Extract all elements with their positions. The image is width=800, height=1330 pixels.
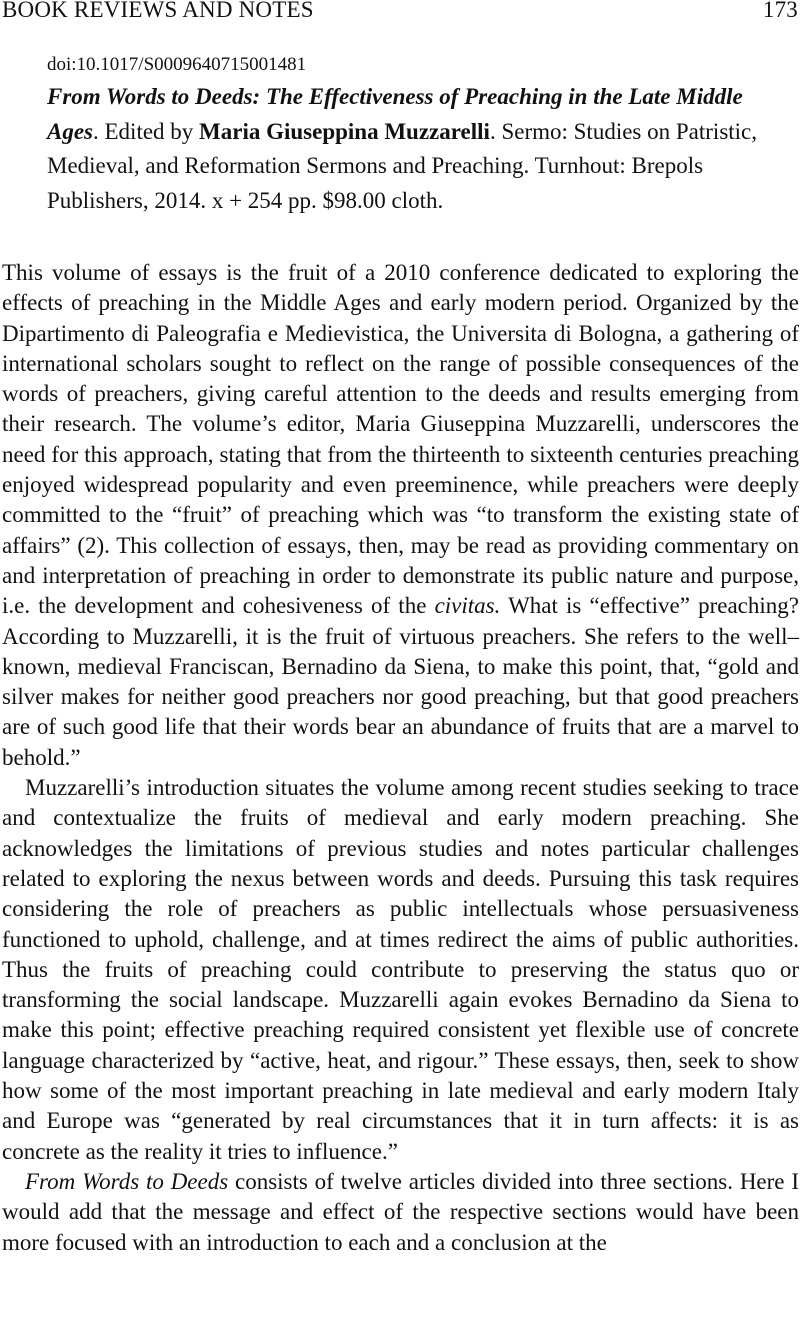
paragraph-text: consists of twelve articles divided into three sections. Here I would add that the message and effect of the respective sections would have been more focused with an introduction to each and a conclusion at the — [2, 1168, 799, 1255]
review-paragraph: Muzzarelli’s introduction situates the volume among recent studies seeking to trace and contextualize the fruits of medieval and early modern preaching. She acknowledges the limitations of previous studies and notes particular challenges related to exploring the nexus between words and deeds. Pursuing this task requires considering the role of preachers as public intellectuals whose persuasiveness functioned to uphold, challenge, and at times redirect the aims of public authorities. Thus the fruits of preaching could contribute to preserving the status quo or transforming the social landscape. Muzzarelli again evokes Bernadino da Siena to make this point; effective preaching required consistent yet flexible use of concrete language characterized by “active, heat, and rigour.” These essays, then, seek to show how some of the most important preaching in late medieval and early modern Italy and Europe was “generated by real circumstances that it in turn affects: it is as concrete as the reality it tries to influence.” — [2, 775, 799, 1164]
running-title: BOOK REVIEWS AND NOTES — [2, 0, 314, 22]
book-title: From Words to Deeds: The Effectiveness of Preaching in the Late Middle Ages — [47, 84, 743, 144]
book-title-reference: From Words to Deeds — [25, 1168, 229, 1194]
editor-name: Maria Giuseppina Muzzarelli — [199, 118, 490, 144]
paragraph-text: What is “effective” preaching? According to Muzzarelli, it is the fruit of virtuous preachers. She refers to the well–known, medieval Franciscan, Bernadino da Siena, to make this point, that, “gold and silver makes for neither good preachers nor good preaching, but that good preachers are of such good life that their words bear an abundance of fruits that are a marvel to behold.” — [2, 593, 799, 770]
edited-by-prefix: . Edited by — [93, 118, 200, 144]
page-number: 173 — [762, 0, 798, 22]
civitas-term: civitas. — [434, 593, 501, 619]
review-paragraph — [2, 258, 799, 773]
citation-text — [47, 84, 757, 213]
review-body — [2, 258, 799, 1258]
paragraph-text: This volume of essays is the fruit of a 2010 conference dedicated to exploring the effects of preaching in the Middle Ages and early modern period. Organized by the Dipartimento di Paleografia e Medievistica, the Universita di Bologna, a gathering of international scholars sought to reflect on the range of possible consequences of the words of preachers, giving careful attention to the deeds and results emerging from their research. The volume’s editor, Maria Giuseppina Muzzarelli, underscores the need for this approach, stating that from the thirteenth to sixteenth centuries preaching enjoyed widespread popularity and even preeminence, while preachers were deeply committed to the “fruit” of preaching which was “to transform the existing state of affairs” (2). This collection of essays, then, may be read as providing commentary on and interpretation of preaching in order to demonstrate its public nature and purpose, i.e. the development and cohesiveness of the — [2, 260, 799, 619]
publication-details: . Sermo: Studies on Patristic, Medieval, and Reformation Sermons and Preaching. Turnhout: Brepols Publishers, 2014. x + 254 pp. $98.00 cloth. — [47, 118, 758, 213]
running-head — [2, 0, 798, 26]
review-paragraph — [2, 1167, 799, 1258]
book-citation — [47, 50, 792, 218]
doi[interactable]: doi:10.1017/S0009640715001481 — [47, 54, 307, 75]
